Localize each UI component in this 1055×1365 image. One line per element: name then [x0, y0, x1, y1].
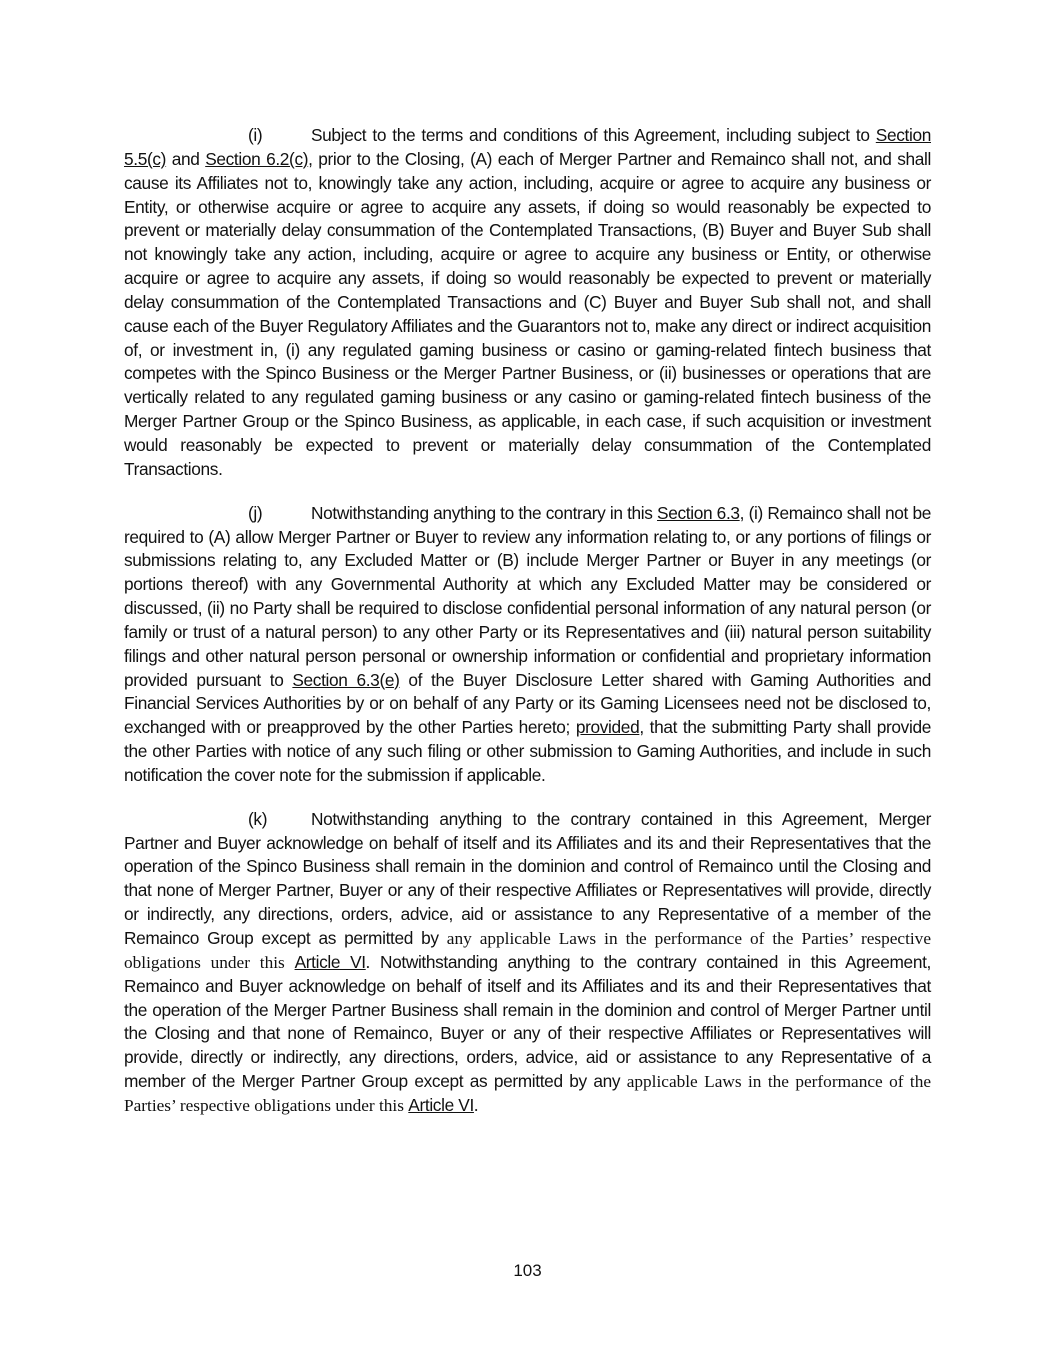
paragraph-i-text-3: , prior to the Closing, (A) each of Merger Partner and Remainco shall not, and shall cause its Affiliates not to, knowingly take any action, including, acquire or agree to acquire any business or Entity, or otherwise acquire or agree to acquire any assets, if doing so would reasonably be expected to prevent or materially delay consummation of the Contemplated Transactions, (B) Buyer and Buyer Sub shall not knowingly take any action, including, acquire or agree to acquire any business or Entity, or otherwise acquire or agree to acquire any assets, if doing so would reasonably be expected to prevent or materially delay consummation of the Contemplated Transactions and (C) Buyer and Buyer Sub shall not, and shall cause each of the Buyer Regulatory Affiliates and the Guarantors not to, make any direct or indirect acquisition of, or investment in, (i) any regulated gaming business or casino or gaming-related fintech business that competes with the Spinco Business or the Merger Partner Business, or (ii) businesses or operations that are vertically related to any regulated gaming business or any casino or gaming-related fintech business of the Merger Partner Group or the Spinco Business, as applicable, in each case, if such acquisition or investment would reasonably be expected to prevent or materially delay consummation of the Contemplated Transactions. — [124, 148, 931, 479]
paragraph-j — [124, 502, 931, 788]
section-6-3-reference: Section 6.3 — [657, 502, 740, 523]
paragraph-k-text-2: Notwithstanding anything to the contrary contained in this Agreement, Remainco and Buyer acknowledge on behalf of itself and its Affiliates and its and their Representatives that the operation of the Merger Partner Business shall remain in the dominion and control of Merger Partner until the Closing and that none of Remainco, Buyer or any of their respective Affiliates or Representatives will provide, directly or indirectly, any directions, orders, advice, aid or assistance to any Representative of a member of the Merger Partner Group except as permitted by any — [124, 951, 931, 1092]
paragraph-k-label: (k) — [248, 808, 268, 829]
paragraph-j-label: (j) — [248, 502, 263, 523]
paragraph-k-serif-text-1: any applicable Laws in the performance of the Parties’ respective obligations under this — [124, 929, 931, 972]
paragraph-k — [124, 808, 931, 1118]
paragraph-i-text-1: Subject to the terms and conditions of this Agreement, including subject to — [311, 125, 876, 145]
paragraph-i-label: (i) — [248, 125, 263, 145]
provided-term: provided — [575, 717, 640, 738]
paragraph-k-text-1: Notwithstanding anything to the contrary contained in this Agreement, Merger Partner and Buyer acknowledge on behalf of itself and its Affiliates and its and their Representatives that the operation of the Spinco Business shall remain in the dominion and control of Remainco until the Closing and that none of Merger Partner, Buyer or any of their respective Affiliates or Representatives will provide, directly or indirectly, any directions, orders, advice, aid or assistance to any Representative of a member of the Remainco Group except as permitted by — [124, 808, 931, 948]
paragraph-i-text-2: and — [166, 148, 206, 169]
article-vi-reference-2: Article VI — [408, 1094, 474, 1115]
paragraph-i — [124, 124, 931, 482]
paragraph-j-text-2: , (i) Remainco shall not be required to (A) allow Merger Partner or Buyer to review any information relating to, or any portions of filings or submissions relating to, any Excluded Matter or (B) include Merger Partner or Buyer in any meetings (or portions thereof) with any Governmental Authority at which any Excluded Matter may be considered or discussed, (ii) no Party shall be required to disclose confidential personal information of any natural person (or family or trust of a natural person) to any other Party or its Representatives and (iii) natural person suitability filings and other natural person personal or ownership information or confidential and proprietary information provided pursuant to — [124, 502, 931, 690]
paragraph-j-text-1: Notwithstanding anything to the contrary in this — [311, 502, 658, 523]
paragraph-k-serif-period-1: . — [365, 952, 371, 972]
paragraph-j-text-3: of the Buyer Disclosure Letter shared with Gaming Authorities and Financial Services Authorities by or on behalf of any Party or its Gaming Licensees need not be disclosed to, exchanged with or preapproved by the other Parties hereto; — [124, 669, 931, 738]
section-5-5-c-reference: Section 5.5(c) — [124, 125, 931, 169]
article-vi-reference-1: Article VI — [294, 951, 366, 972]
section-6-3-e-reference: Section 6.3(e) — [292, 669, 400, 690]
page-number: 103 — [513, 1261, 542, 1280]
paragraph-k-serif-text-2: applicable Laws in the performance of the Parties’ respective obligations under this — [124, 1072, 932, 1115]
document-page — [124, 124, 931, 1138]
paragraph-k-serif-period-2: . — [473, 1095, 479, 1115]
section-6-2-c-reference: Section 6.2(c) — [205, 148, 309, 169]
paragraph-j-text-4: , that the submitting Party shall provide the other Parties with notice of any such filing or other submission to Gaming Authorities, and include in such notification the cover note for the submission if applicable. — [124, 717, 931, 785]
